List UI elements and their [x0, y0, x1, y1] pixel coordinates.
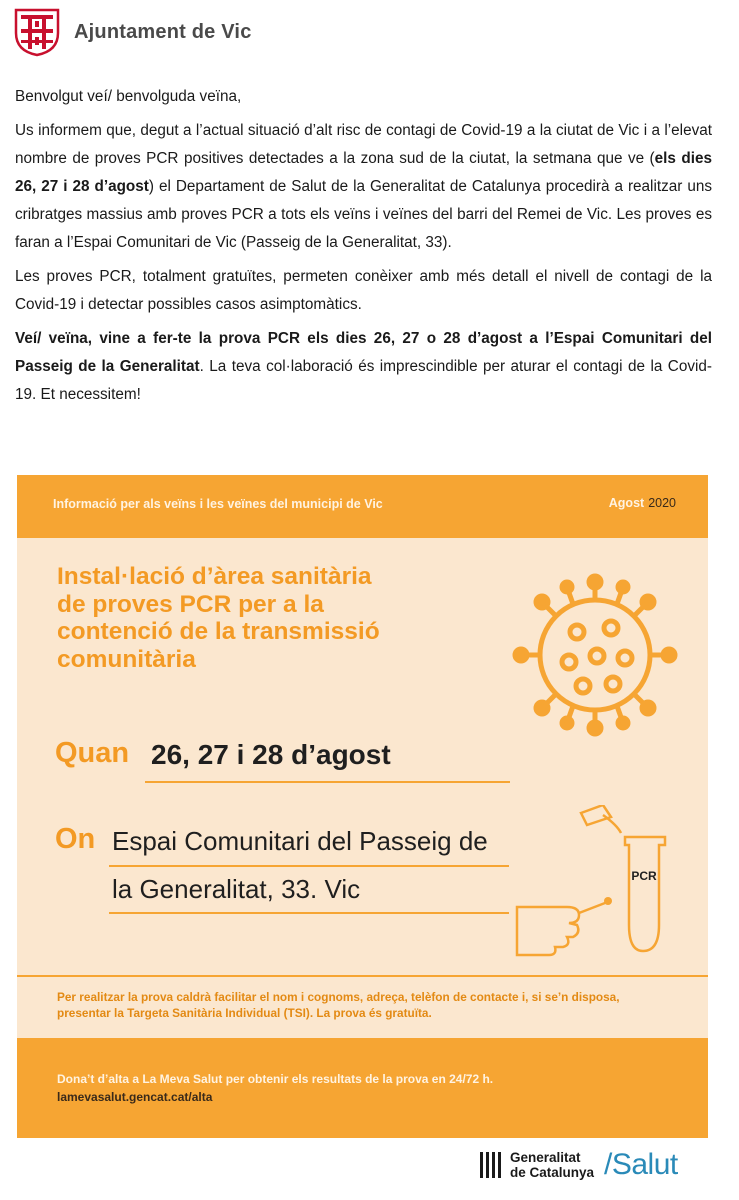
gen-line-2: de Catalunya [510, 1165, 595, 1180]
generalitat-flag-icon [478, 1150, 504, 1180]
p3-call-to-action: Veí/ veïna, vine a fer-te la prova PCR els dies 26, 27 o 28 d’agost a l’Espai Comunitari del Passeig de la Generalitat [15, 330, 712, 375]
paragraph-1 [15, 117, 712, 257]
footer-logos [478, 1143, 678, 1187]
p1-dates: els dies 26, 27 i 28 d’agost [15, 150, 712, 195]
paragraph-2: Les proves PCR, totalment gratuïtes, permeten conèixer amb més detall el nivell de contagi de la Covid-19 i detectar possibles casos asimptomàtics. [15, 268, 712, 313]
org-name: Ajuntament de Vic [74, 20, 252, 43]
page-header [12, 6, 252, 58]
vic-coat-of-arms-icon [12, 7, 62, 57]
p1-text-b: ) el Departament de Salut de la Generalitat de Catalunya procedirà a realitzar uns cribratges massius amb proves PCR a tots els veïns i veïnes del barri del Remei de Vic. Les proves es faran a l’Espai Comunitari de Vic (Passeig de la Generalitat, 33). [15, 178, 712, 251]
when-value: 26, 27 i 28 d’agost [151, 739, 391, 770]
gen-line-1: Generalitat [510, 1150, 581, 1165]
poster-top-band [17, 475, 708, 538]
requirements-text: Per realitzar la prova caldrà facilitar el nom i cognoms, adreça, telèfon de contacte i, si se’n disposa, presentar la Targeta Sanitària Individual (TSI). La prova és gratuïta. [57, 990, 620, 1020]
poster-date [609, 496, 676, 510]
when-label: Quan [55, 737, 130, 769]
title-line: de proves PCR per a la [57, 590, 324, 618]
p3-text: . La teva col·laboració és imprescindible per aturar el contagi de la Covid-19. Et necessitem! [15, 358, 712, 403]
title-line: comunitària [57, 645, 196, 673]
divider [109, 912, 509, 914]
p1-text-a: Us informem que, degut a l’actual situació d’alt risc de contagi de Covid-19 a la ciutat de Vic i a l’elevat nombre de proves PCR positives detectades a la zona sud de la ciutat, la setmana que ve ( [15, 122, 712, 167]
poster-year: 2020 [648, 496, 676, 510]
where-line-1: Espai Comunitari del Passeig de [112, 826, 488, 856]
virus-icon [507, 570, 687, 740]
greeting: Benvolgut veí/ benvolguda veïna, [15, 88, 242, 105]
poster-month: Agost [608, 496, 645, 510]
salut-logo: /Salut [604, 1148, 678, 1181]
where-label: On [55, 823, 96, 855]
poster-bottom-band [17, 1038, 708, 1138]
generalitat-name [510, 1150, 594, 1180]
results-info: Dona’t d’alta a La Meva Salut per obtenir els resultats de la prova en 24/72 h. [57, 1072, 494, 1086]
poster-audience: Informació per als veïns i les veïnes del municipi de Vic [53, 497, 383, 511]
divider [109, 865, 509, 867]
pcr-test-tube-icon [507, 805, 707, 965]
results-link[interactable]: lamevasalut.gencat.cat/alta [57, 1090, 213, 1104]
divider [145, 781, 510, 783]
pcr-poster [17, 475, 708, 1138]
where-line-2: la Generalitat, 33. Vic [112, 874, 361, 904]
title-line: Instal·lació d’àrea sanitària [57, 563, 372, 590]
paragraph-3 [15, 325, 712, 409]
letter-body [15, 83, 712, 415]
poster-title [57, 563, 497, 673]
requirements-section [17, 975, 708, 1039]
title-line: contenció de la transmissió [57, 618, 380, 645]
tube-label: PCR [631, 869, 657, 883]
